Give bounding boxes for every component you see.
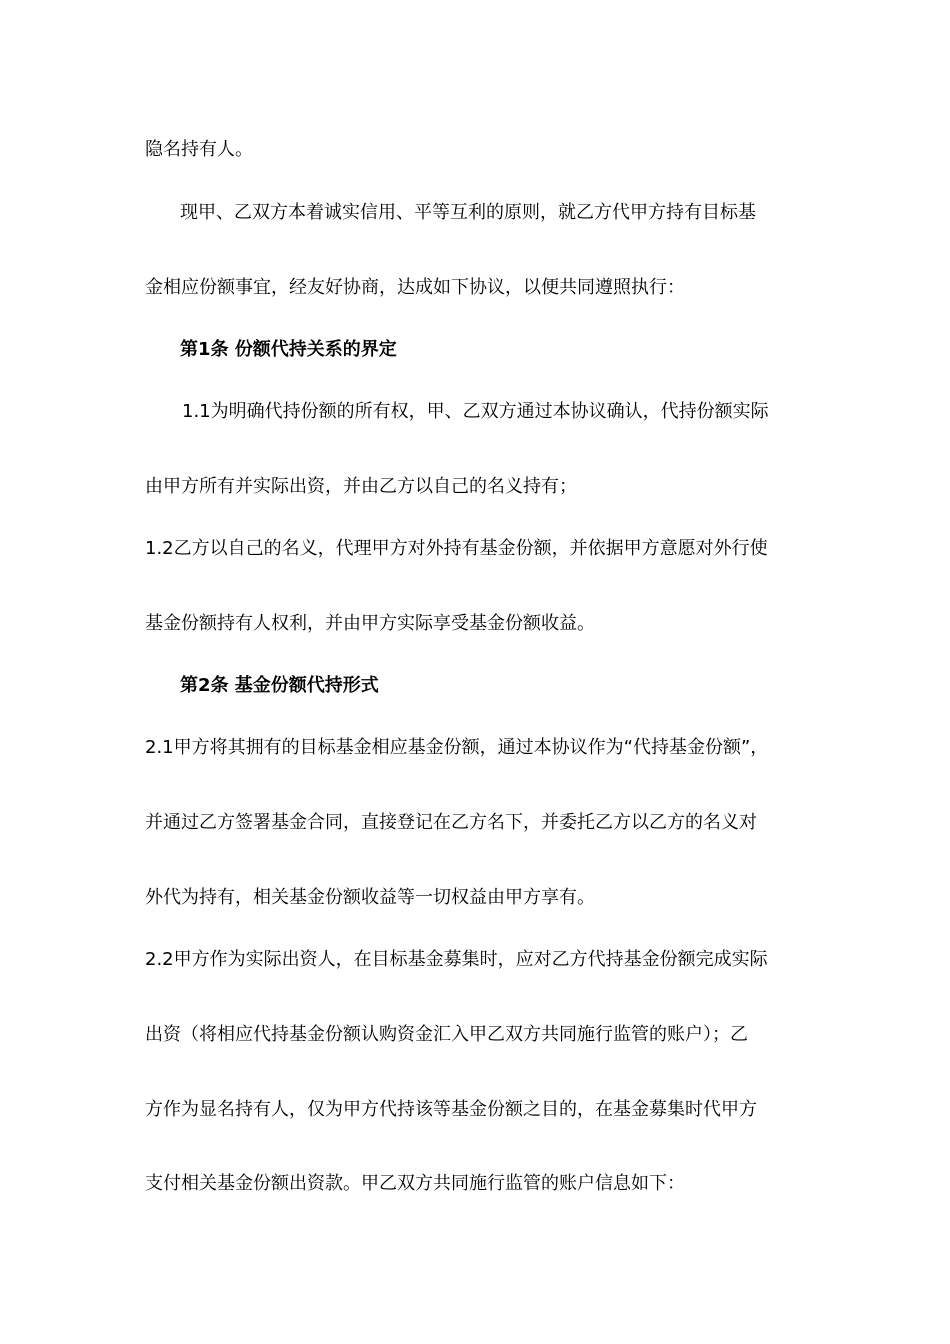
- paragraph-line-2: 金相应份额事宜，经友好协商，达成如下协议，以便共同遵照执行：: [145, 277, 685, 298]
- article-2-heading: 第2条 基金份额代持形式: [180, 675, 379, 696]
- clause-2-2-line-3: 方作为显名持有人，仅为甲方代持该等基金份额之目的，在基金募集时代甲方: [145, 1099, 757, 1120]
- clause-1-1-line-2: 由甲方所有并实际出资，并由乙方以自己的名义持有；: [145, 476, 577, 497]
- clause-2-2-line-1: 2.2甲方作为实际出资人，在目标基金募集时，应对乙方代持基金份额完成实际: [145, 949, 768, 970]
- article-1-heading: 第1条 份额代持关系的界定: [180, 339, 397, 360]
- paragraph-line-1: 现甲、乙双方本着诚实信用、平等互利的原则，就乙方代甲方持有目标基: [180, 202, 756, 223]
- clause-1-2-line-2: 基金份额持有人权利，并由甲方实际享受基金份额收益。: [145, 613, 595, 634]
- clause-2-1-line-3: 外代为持有，相关基金份额收益等一切权益由甲方享有。: [145, 887, 595, 908]
- clause-2-1-line-2: 并通过乙方签署基金合同，直接登记在乙方名下，并委托乙方以乙方的名义对: [145, 812, 757, 833]
- clause-1-1-line-1: 1.1为明确代持份额的所有权，甲、乙双方通过本协议确认，代持份额实际: [182, 401, 769, 422]
- clause-2-2-line-4: 支付相关基金份额出资款。甲乙双方共同施行监管的账户信息如下：: [145, 1173, 685, 1194]
- clause-2-2-line-2: 出资（将相应代持基金份额认购资金汇入甲乙双方共同施行监管的账户）；乙: [145, 1024, 748, 1045]
- paragraph-line-0: 隐名持有人。: [145, 139, 253, 160]
- clause-2-1-line-1: 2.1甲方将其拥有的目标基金相应基金份额，通过本协议作为“代持基金份额”，: [145, 737, 769, 758]
- clause-1-2-line-1: 1.2乙方以自己的名义，代理甲方对外持有基金份额，并依据甲方意愿对外行使: [145, 538, 768, 559]
